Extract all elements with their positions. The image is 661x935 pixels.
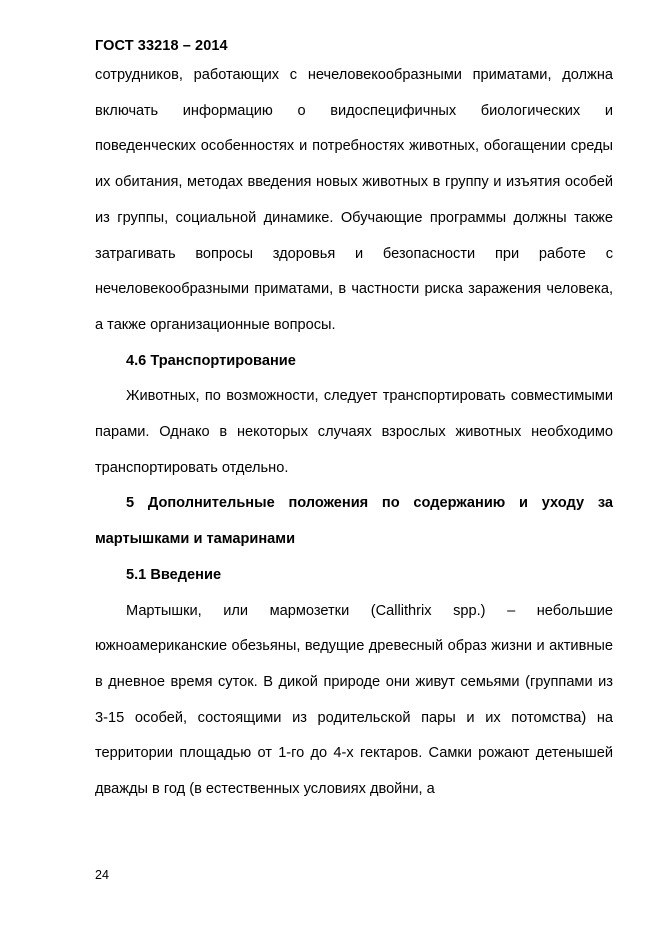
page-number: 24 bbox=[95, 868, 109, 882]
document-body bbox=[95, 58, 613, 808]
section-heading-5-1: 5.1 Введение bbox=[126, 566, 222, 583]
paragraph-introduction: Мартышки, или мармозетки (Callithrix spp.) – небольшие южноамериканские обезьяны, ведущие древесный образ жизни и активные в дневное время суток. В дикой природе они живут семьями (группами из 3-15 особей, состоящими из родительской пары и их потомства) на территории площадью от 1-го до 4-х гектаров. Самки рожают детенышей дважды в год (в естественных условиях двойни, а bbox=[95, 602, 613, 798]
section-heading-5: 5 Дополнительные положения по содержанию и уходу за мартышками и тамаринами bbox=[95, 495, 613, 548]
document-header-title: ГОСТ 33218 – 2014 bbox=[95, 38, 228, 54]
section-heading-4-6: 4.6 Транспортирование bbox=[126, 352, 296, 369]
paragraph-continued: сотрудников, работающих с нечеловекообразными приматами, должна включать информацию о видоспецифичных биологических и поведенческих особенностях и потребностях животных, обогащении среды их обитания, методах введения новых животных в группу и изъятия особей из группы, социальной динамике. Обучающие программы должны также затрагивать вопросы здоровья и безопасности при работе с нечеловекообразными приматами, в частности риска заражения человека, а также организационные вопросы. bbox=[95, 67, 613, 333]
paragraph-transportation: Животных, по возможности, следует транспортировать совместимыми парами. Однако в некоторых случаях взрослых животных необходимо транспортировать отдельно. bbox=[95, 388, 613, 476]
